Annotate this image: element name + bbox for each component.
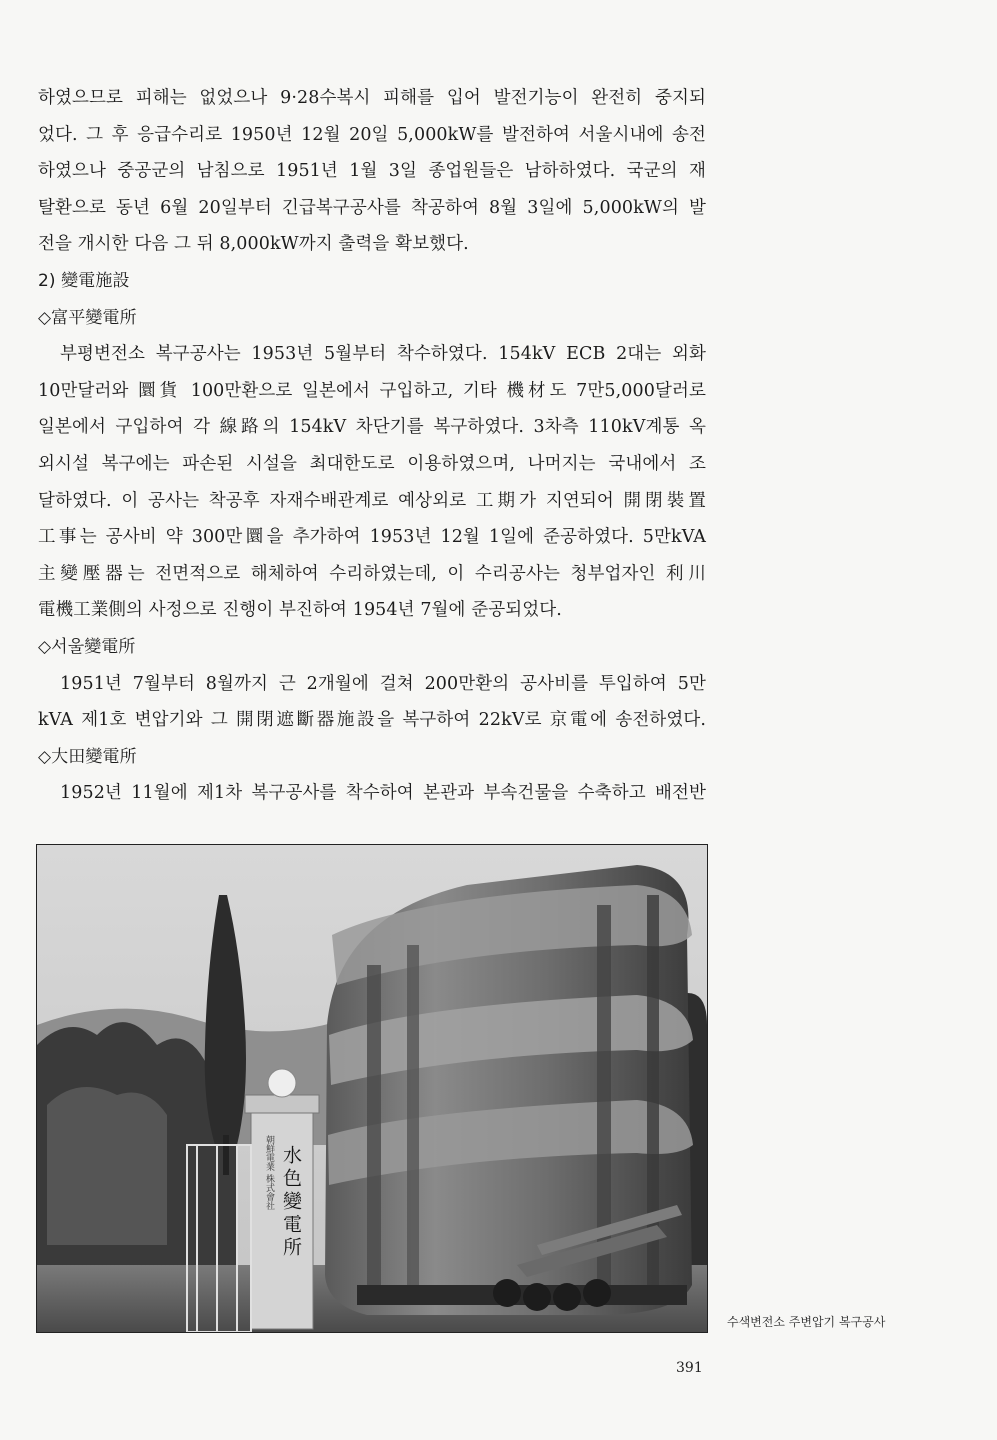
page-number: 391 — [676, 1360, 703, 1376]
p4-line-1: 1952년 11월에 제1차 복구공사를 착수하여 본관과 부속건물을 수축하고 배전반 — [60, 783, 706, 804]
p2-line-1: 부평변전소 복구공사는 1953년 5월부터 착수하였다. 154kV ECB 2대는 외화 — [60, 344, 706, 365]
p2-line-8: 電機工業側의 사정으로 진행이 부진하여 1954년 7월에 준공되었다. — [38, 600, 562, 621]
p2-line-2: 10만달러와 圜貨 100만환으로 일본에서 구입하고, 기타 機材도 7만5,000달러로 — [38, 380, 706, 401]
p2-line-4: 외시설 복구에는 파손된 시설을 최대한도로 이용하였으며, 나머지는 국내에서 조 — [38, 453, 706, 474]
subheading-bupyeong: ◇富平變電所 — [38, 307, 137, 328]
p2-line-6: 工事는 공사비 약 300만圜을 추가하여 1953년 12월 1일에 준공하였다. 5만kVA — [38, 527, 706, 548]
p1-line-2: 었다. 그 후 응급수리로 1950년 12월 20일 5,000kW를 발전하여 서울시내에 송전 — [38, 124, 706, 145]
sign-small-text: 朝鮮電業 株式會社 — [264, 1135, 274, 1210]
p1-line-5: 전을 개시한 다음 그 뒤 8,000kW까지 출력을 확보했다. — [38, 234, 469, 255]
sign-main-text: 水色變電所 — [280, 1145, 302, 1260]
p1-line-3: 하였으나 중공군의 남침으로 1951년 1월 3일 종업원들은 남하하였다. 국군의 재 — [38, 161, 706, 182]
p2-line-7: 主變壓器는 전면적으로 해체하여 수리하였는데, 이 수리공사는 청부업자인 利川 — [38, 563, 706, 584]
p3-line-2: kVA 제1호 변압기와 그 開閉遮斷器施設을 복구하여 22kV로 京電에 송전하였다. — [38, 710, 706, 731]
p1-line-1: 하였으므로 피해는 없었으나 9·28수복시 피해를 입어 발전기능이 완전히 중지되 — [38, 88, 706, 108]
p3-line-1: 1951년 7월부터 8월까지 근 2개월에 걸쳐 200만환의 공사비를 투입하여 5만 — [60, 673, 706, 694]
body-text — [38, 80, 706, 812]
subheading-seoul: ◇서울變電所 — [38, 636, 136, 657]
section-heading: 2) 變電施設 — [38, 270, 130, 291]
subheading-daejeon: ◇大田變電所 — [38, 746, 137, 767]
p1-line-4: 탈환으로 동년 6월 20일부터 긴급복구공사를 착공하여 8월 3일에 5,000kW의 발 — [38, 197, 706, 218]
transformer-photo — [36, 844, 708, 1333]
p2-line-5: 달하였다. 이 공사는 착공후 자재수배관계로 예상외로 工期가 지연되어 開閉裝置 — [38, 490, 706, 511]
photo-caption: 수색변전소 주변압기 복구공사 — [727, 1315, 886, 1329]
p2-line-3: 일본에서 구입하여 각 線路의 154kV 차단기를 복구하였다. 3차측 110kV계통 옥 — [38, 417, 706, 438]
